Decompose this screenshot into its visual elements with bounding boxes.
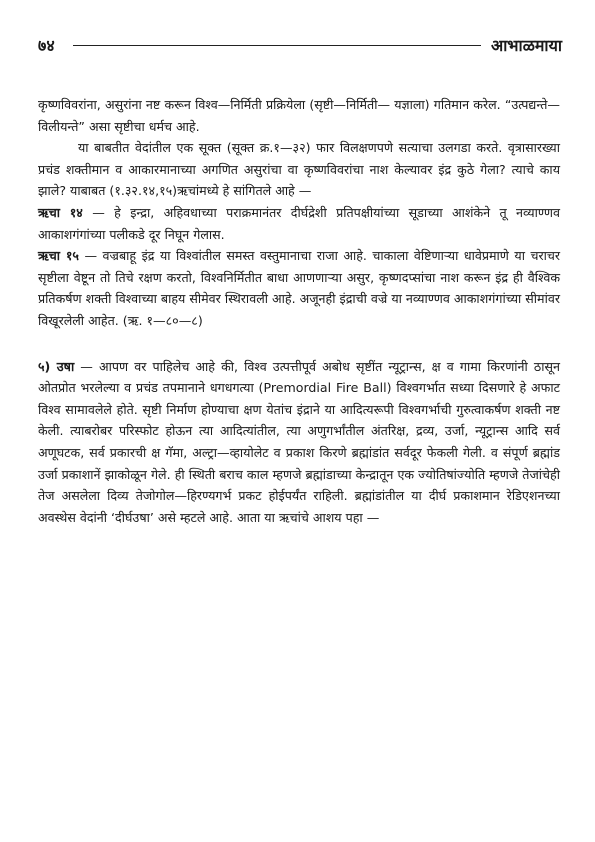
paragraph-usha [38, 356, 560, 529]
paragraph-richa-15 [38, 245, 560, 331]
paragraph-text: कृष्णविवरांना, असुरांना नष्ट करून विश्व—निर्मिती प्रक्रियेला (सृष्टी—निर्मिती— यज्ञाला) गतिमान करेल. “उत्पद्यन्ते—विलीयन्ते” असा सृष्टीचा धर्मच आहे. [38, 97, 560, 134]
paragraph-text: या बाबतीत वेदांतील एक सूक्त (सूक्त क्र.१—३२) फार विलक्षणपणे सत्याचा उलगडा करते. वृत्रासारख्या प्रचंड शक्तीमान व आकारमानाच्या अगणित असुरांचा वा कृष्णविवरांचा नाश केल्यावर इंद्र कुठे गेला? त्याचे काय झाले? याबाबत (१.३२.१४,१५)ऋचांमध्ये हे सांगितले आहे — [38, 140, 560, 199]
paragraph-sukta [38, 137, 560, 202]
section-gap [38, 332, 560, 356]
page-header [38, 34, 562, 56]
richa-label: ऋचा १४ [38, 204, 83, 220]
page-body [38, 94, 560, 528]
paragraph-text: — हे इन्द्रा, अहिवधाच्या पराक्रमानंतर दीर्घद्रेशी प्रतिपक्षीयांच्या सूडाच्या आशंकेने तू नव्याण्णव आकाशगंगांच्या पलीकडे दूर निघून गेलास. [38, 204, 560, 242]
paragraph-text: — आपण वर पाहिलेच आहे की, विश्व उत्पत्तीपूर्व अबोध सृष्टींत न्यूट्रान्स, क्ष व गामा किरणांनी ठासून ओतप्रोत भरलेल्या व प्रचंड तपमानाने धगधगत्या (Premordial Fire Ball) विश्वगर्भात सध्या दिसणारे हे अफाट विश्व सामावलेले होते. सृष्टी निर्माण होण्याचा क्षण येतांच इंद्राने या आदित्यरूपी विश्वगर्भाची गुरुत्वाकर्षण शक्ती नष्ट केली. त्याबरोबर परिस्फोट होऊन त्या आदित्यांतील, त्या अणुगर्भांतील अंतरिक्ष, द्रव्य, उर्जा, न्यूट्रान्स आदि सर्व अणूघटक, सर्व प्रकारची क्ष गॅमा, अल्ट्रा—व्हायोलेट व प्रकाश किरणे ब्रह्मांडांत सर्वदूर फेकली गेली. व संपूर्ण ब्रह्मांड उर्जा प्रकाशानें झाकोळून गेले. ही स्थिती बराच काल म्हणजे ब्रह्मांडाच्या केन्द्रातून एक ज्योतिषांज्योति म्हणजे तेजांचेही तेज असलेला दिव्य तेजोगोल—हिरण्यगर्भ प्रकट होईपर्यंत राहिली. ब्रह्मांडांतील या दीर्घ प्रकाशमान रेडिएशनच्या अवस्थेस वेदांनी ‘दीर्घउषा’ असे म्हटले आहे. आता या ऋचांचे आशय पहा — [38, 358, 560, 525]
header-rule [73, 45, 481, 46]
paragraph-text: — वज्रबाहू इंद्र या विश्वांतील समस्त वस्तुमानाचा राजा आहे. चाकाला वेष्टिणाऱ्या धावेप्रमाणे या चराचर सृष्टीला वेष्टून तो तिचे रक्षण करतो, विश्वनिर्मितीत बाधा आणणाऱ्या असुर, कृष्णदप्सांचा नाश करून इंद्र ही वैश्विक प्रतिकर्षण शक्ती विश्वाच्या बाहय सीमेवर स्थिरावली आहे. अजूनही इंद्राची वज्रे या नव्याण्णव आकाशगंगांच्या सीमांवर विखूरलेली आहेत. (ऋ. १—८०—८) [38, 248, 561, 328]
paragraph-richa-14 [38, 202, 560, 245]
section-label: ५) उषा [38, 358, 75, 374]
paragraph-intro [38, 94, 560, 137]
richa-label: ऋचा १५ [38, 248, 79, 264]
book-title: आभाळमाया [490, 36, 562, 55]
page-number: ७४ [38, 36, 55, 55]
